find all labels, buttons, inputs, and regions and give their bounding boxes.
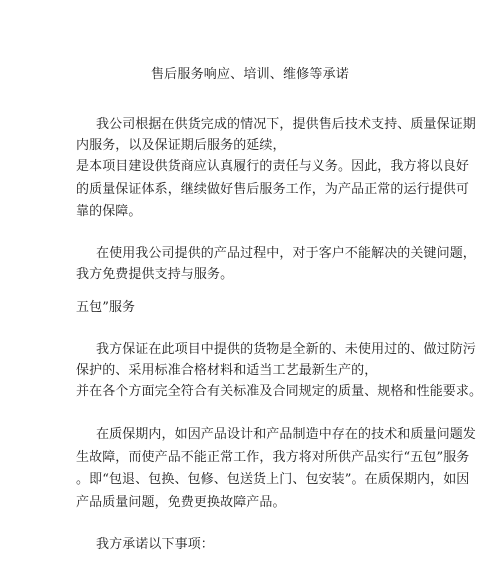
paragraph-line: 并在各个方面完全符合有关标准及合同规定的质量、规格和性能要求。 — [76, 384, 483, 399]
paragraph-line: 我方保证在此项目中提供的货物是全新的、未使用过的、做过防污 — [96, 342, 476, 357]
paragraph-line: 在质保期内，如因产品设计和产品制造中存在的技术和质量问题发 — [96, 427, 476, 442]
paragraph-line: 是本项目建设供货商应认真履行的责任与义务。因此，我方将以良好 — [76, 159, 470, 174]
document-title: 售后服务响应、培训、维修等承诺 — [150, 67, 349, 82]
paragraph-line: 产品质量问题，免费更换故障产品。 — [76, 495, 286, 510]
paragraph-line: 。即“包退、包换、包修、包送货上门、包安装”。在质保期内，如因 — [76, 472, 470, 487]
paragraph-line: 靠的保障。 — [76, 204, 142, 219]
paragraph-line: 在使用我公司提供的产品过程中，对于客户不能解决的关键问题， — [96, 246, 476, 261]
section-heading: 五包”服务 — [76, 300, 136, 315]
paragraph-line: 生故障，而使产品不能正常工作，我方将对所供产品实行“五包”服务 — [76, 450, 470, 465]
paragraph-line: 我公司根据在供货完成的情况下，提供售后技术支持、质量保证期 — [96, 117, 476, 132]
paragraph-line: 我方承诺以下事项： — [96, 537, 214, 552]
paragraph-line: 保护的、采用标准合格材料和适当工艺最新生产的， — [76, 363, 378, 378]
paragraph-line: 内服务，以及保证期后服务的延续， — [76, 138, 286, 153]
paragraph-line: 我方免费提供支持与服务。 — [76, 267, 234, 282]
paragraph-line: 的质量保证体系，继续做好售后服务工作，为产品正常的运行提供可 — [76, 182, 470, 197]
